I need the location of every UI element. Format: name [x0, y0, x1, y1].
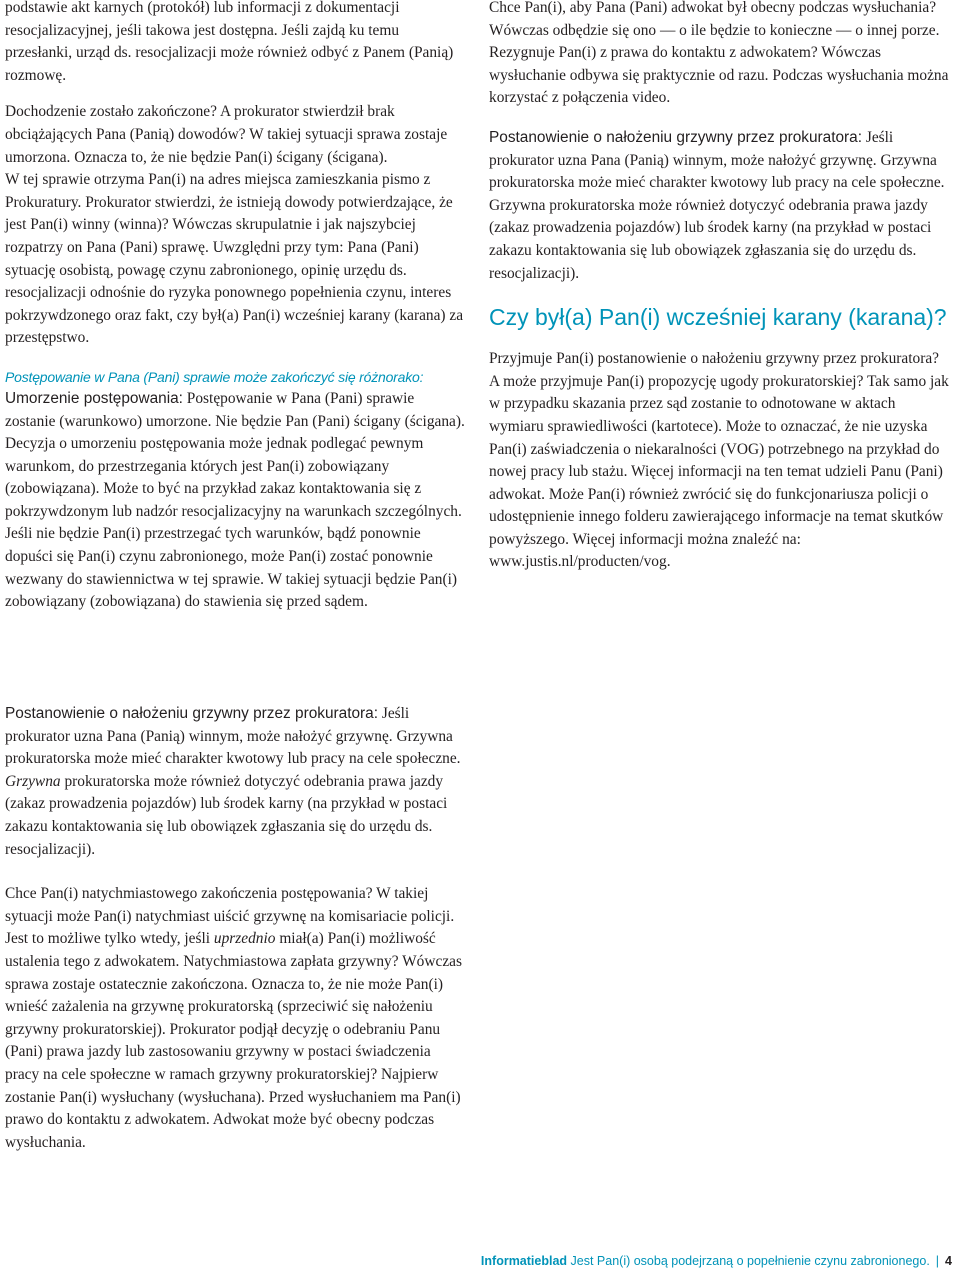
paragraph-lawyer-presence: Chce Pan(i), aby Pana (Pani) adwokat był obecny podczas wysłuchania? Wówczas odbędzie się ono — o ile będzie to konieczne — o innej porze. Rezygnuje Pan(i) z prawa do kontaktu z adwokatem? Wówczas wysłuchanie odbywa się praktycznie od razu. Podczas wysłuchania można korzystać z połączenia video.: [489, 0, 949, 107]
payment-body-b: miał(a) Pan(i) możliwość ustalenia tego z adwokatem. Natychmiastowa zapłata grzywny? Wówczas sprawa zostaje ostatecznie zakończona. Oznacza to, że nie może Pan(i) wnieść zażalenia na grzywnę prokuratorską (sprzeciwić się nałożeniu grzywny prokuratorskiej). Prokurator podjął decyzję o odebraniu Panu (Pani) prawa jazdy lub zastosowaniu grzywny w postaci świadczenia pracy na cele społeczne w ramach grzywny prokuratorskiej? Najpierw zostanie Pan(i) wysłuchany (wysłuchana). Przed wysłuchaniem ma Pan(i) prawo do kontaktu z adwokatem. Adwokat może być obecny podczas wysłuchania.: [5, 930, 462, 1151]
page-footer: [481, 1254, 952, 1268]
bottom-section: [5, 703, 465, 1154]
footer-title: Jest Pan(i) osobą podejrzaną o popełnienie czynu zabronionego.: [567, 1254, 930, 1268]
payment-body-a: Chce Pan(i) natychmiastowego zakończenia postępowania? W takiej sytuacji może Pan(i) natychmiast uiścić grzywnę na komisariacie policji. Jest to możliwe tylko wtedy, jeśli: [5, 885, 455, 948]
fine-body-2a: Jeśli prokurator uzna Pana (Panią) winnym, może nałożyć grzywnę. Grzywna prokuratorska może mieć charakter kwotowy lub pracy na cele społeczne.: [5, 705, 461, 768]
paragraph-intro-continued: podstawie akt karnych (protokół) lub informacji z dokumentacji resocjalizacyjnej, jeśli takowa jest dostępna. Jeśli zajdą ku temu przesłanki, urząd ds. resocjalizacji może również odbyć z Panem (Panią) rozmowę.: [5, 0, 454, 84]
fine-italic-word: Grzywna: [5, 772, 61, 790]
right-column: [489, 0, 951, 574]
dismissal-lead: Umorzenie postępowania:: [5, 389, 183, 407]
paragraph-immediate-payment: [5, 883, 465, 1154]
payment-italic-word: uprzednio: [213, 930, 276, 948]
paragraph-investigation-closed: Dochodzenie zostało zakończone? A prokurator stwierdził brak obciążających Pana (Panią) dowodów? W takiej sytuacji sprawa zostaje umorzona. Oznacza to, że nie będzie Pan(i) ścigany (ścigana).: [5, 103, 448, 166]
section-heading-prior-conviction: Czy był(a) Pan(i) wcześniej karany (karana)?: [489, 304, 947, 331]
section-subheading: Postępowanie w Pana (Pani) sprawie może zakończyć się różnorako:: [5, 368, 424, 385]
fine-lead: Postanowienie o nałożeniu grzywny przez prokuratora:: [489, 128, 862, 146]
page-number: 4: [945, 1254, 952, 1268]
paragraph-dismissal: [5, 388, 465, 614]
paragraph-prosecutor-fine-2: [5, 703, 465, 861]
footer-separator: |: [935, 1254, 940, 1268]
footer-label: Informatieblad: [480, 1254, 568, 1268]
left-column: [5, 0, 465, 614]
fine-body: Jeśli prokurator uzna Pana (Panią) winnym, może nałożyć grzywnę. Grzywna prokuratorska może mieć charakter kwotowy lub pracy na cele społeczne. Grzywna prokuratorska może również dotyczyć odebrania prawa jazdy (zakaz prowadzenia pojazdów) lub środek karny (na przykład w postaci zakazu kontaktowania się lub obowiązek zgłaszania się do urzędu ds. resocjalizacji).: [489, 128, 945, 282]
paragraph-vog: Przyjmuje Pan(i) postanowienie o nałożeniu grzywny przez prokuratora? A może przyjmuje Pan(i) propozycję ugody prokuratorskiej? Tak samo jak w przypadku skazania przez sąd zostanie to odnotowane w aktach wymiaru sprawiedliwości (kartotece). Może to oznaczać, że nie uzyska Pan(i) zaświadczenia o niekaralności (VOG) potrzebnego na przykład do nowej pracy lub stażu. Więcej informacji na ten temat udzieli Panu (Pani) adwokat. Może Pan(i) również zwrócić się do funkcjonariusza policji o udostępnienie innego folderu zawierającego informacje na temat skutków powyższego. Więcej informacji można znaleźć na: www.justis.nl/producten/vog.: [489, 350, 949, 571]
fine-body-2b: prokuratorska może również dotyczyć odebrania prawa jazdy (zakaz prowadzenia pojazdów) lub środek karny (na przykład w postaci zakazu kontaktowania się lub obowiązek zgłaszania się do urzędu ds. resocjalizacji).: [5, 772, 448, 858]
fine-lead-2: Postanowienie o nałożeniu grzywny przez prokuratora:: [5, 705, 378, 722]
paragraph-prosecutor-letter: W tej sprawie otrzyma Pan(i) na adres miejsca zamieszkania pismo z Prokuratury. Prokurator stwierdzi, że istnieją dowody potwierdzające, że jest Pan(i) winny (winna)? Wówczas skrupulatnie i jak najszybciej rozpatrzy on Pana (Pani) sprawę. Uwzględni przy tym: Pana (Pani) sytuację osobistą, powagę czynu zabronionego, opinię urzędu ds. resocjalizacji odnośnie do ryzyka ponownego popełnienia czynu, interes pokrzywdzonego oraz fakt, czy był(a) Pan(i) wcześniej karany (karana) za przestępstwo.: [5, 171, 464, 347]
paragraph-prosecutor-fine: [489, 127, 951, 285]
dismissal-body: Postępowanie w Pana (Pani) sprawie zostanie (warunkowo) umorzone. Nie będzie Pan (Pani) ścigany (ścigana). Decyzja o umorzeniu postępowania może jednak podlegać pewnym warunkom, do przestrzegania których jest Pan(i) zobowiązany (zobowiązana). Może to być na przykład zakaz kontaktowania się z pokrzywdzonym lub nadzór resocjalizacyjny na warunkach szczególnych. Jeśli nie będzie Pan(i) przestrzegać tych warunków, bądź ponownie dopuści się Pan(i) czynu zabronionego, może Pan(i) zostać ponownie wezwany do stawiennictwa w tej sprawie. W takiej sytuacji będzie Pan(i) zobowiązany (zobowiązana) do stawienia się przed sądem.: [5, 389, 465, 611]
